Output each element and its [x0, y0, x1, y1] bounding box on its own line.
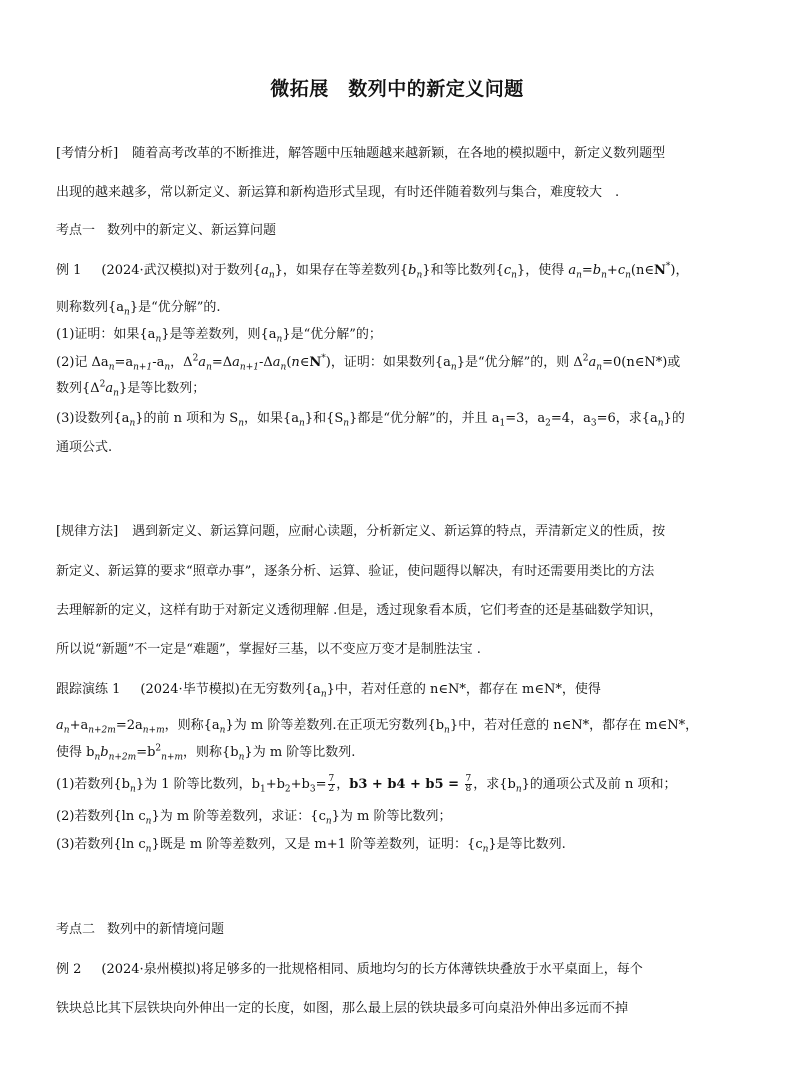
fraction-7-2: $\frac{7}{2}$	[328, 774, 335, 794]
section-2-heading: 考点二 数列中的新情境问题	[56, 922, 225, 937]
intro-line-1: [考情分析] 随着高考改革的不断推进，解答题中压轴题越来越新颖，在各地的模拟题中，新定义数列题型	[56, 146, 666, 161]
method-line-4: 所以说“新题”不一定是“难题”，掌握好三基，以不变应万变才是制胜法宝 .	[56, 642, 481, 657]
intro-tag: [考情分析]	[56, 146, 119, 161]
example-1-line-2: 则称数列$\{a_n\}$是“优分解”的.	[56, 300, 221, 318]
example-1-part-1: (1)证明：如果$\{a_n\}$是等差数列，则$\{a_n\}$是“优分解”的；	[56, 327, 382, 345]
example-1-line-1: 例 1 (2024·武汉模拟)对于数列$\{a_n\}$，如果存在等差数列$\{b_n\}$和等比数列$\{c_n\}$，使得 $a_n=b_n+c_n(n\in N^*)$，	[56, 261, 689, 281]
page-title: 微拓展 数列中的新定义问题	[270, 78, 524, 100]
example-1-part-2-line-2: 数列$\{\Delta^2a_n\}$是等比数列；	[56, 379, 206, 399]
example-2-line-2: 铁块总比其下层铁块向外伸出一定的长度，如图，那么最上层的铁块最多可向桌沿外伸出多远而不掉	[56, 1001, 629, 1016]
example-1-part-3-line-2: 通项公式.	[56, 440, 113, 455]
practice-1-line-3: 使得 $b_nb_{n+2m}=b^2_{n+m}$，则称$\{b_n\}$为 m 阶等比数列.	[56, 743, 356, 763]
practice-1-question-3: (3)若数列{ln $c_n$}既是 m 阶等差数列，又是 m+1 阶等差数列，证明：$\{c_n\}$是等比数列.	[56, 837, 566, 855]
fraction-7-8: $\frac{7}{8}$	[465, 774, 472, 794]
example-1-part-2: (2)记 $\Delta a_n=a_{n+1}-a_n$，$\Delta^2a_n=\Delta a_{n+1}-\Delta a_n(n\in N^*)$，证明：如果数列$\{a_n\}$是“优分解”的，则 $\Delta^2a_n=0(n\in N*)$或	[56, 353, 681, 373]
practice-1-line-1: 跟踪演练 1 (2024·毕节模拟)在无穷数列$\{a_n\}$中，若对任意的 n∈N*，都存在 m∈N*，使得	[56, 682, 601, 700]
method-line-2: 新定义、新运算的要求“照章办事”，逐条分析、运算、验证，使问题得以解决，有时还需要用类比的方法	[56, 564, 655, 579]
method-line-1: [规律方法] 遇到新定义、新运算问题，应耐心读题，分析新定义、新运算的特点，弄清新定义的性质，按	[56, 524, 666, 539]
example-1-part-3: (3)设数列$\{a_n\}$的前 n 项和为 $S_n$，如果$\{a_n\}$和$\{S_n\}$都是“优分解”的，并且 $a_1=3$，$a_2=4$，$a_3=6$，求$\{a_n\}$的	[56, 411, 685, 429]
method-tag: [规律方法]	[56, 524, 119, 539]
practice-1-question-2: (2)若数列{ln $c_n$}为 m 阶等差数列，求证：$\{c_n\}$为 m 阶等比数列；	[56, 809, 452, 827]
example-2-line-1: 例 2 (2024·泉州模拟)将足够多的一批规格相同、质地均匀的长方体薄铁块叠放于水平桌面上，每个	[56, 962, 643, 977]
practice-1-line-2: $a_n+a_{n+2m}=2a_{n+m}$，则称$\{a_n\}$为 m 阶等差数列.在正项无穷数列$\{b_n\}$中，若对任意的 n∈N*，都存在 m∈N*，	[56, 718, 699, 736]
section-1-heading: 考点一 数列中的新定义、新运算问题	[56, 223, 277, 238]
practice-1-question-1: (1)若数列$\{b_n\}$为 1 阶等比数列，$b_1+b_2+b_3=$ $\frac{7}{2}$ ，b3 + b4 + b5 = $\frac{7}{8}$ ，求$\{b_n\}$的通项公式及前 n 项和；	[56, 774, 677, 795]
intro-line-2: 出现的越来越多，常以新定义、新运算和新构造形式呈现，有时还伴随着数列与集合，难度较大 .	[56, 185, 620, 200]
method-line-3: 去理解新的定义，这样有助于对新定义透彻理解 .但是，透过现象看本质，它们考查的还是基础数学知识，	[56, 603, 663, 618]
